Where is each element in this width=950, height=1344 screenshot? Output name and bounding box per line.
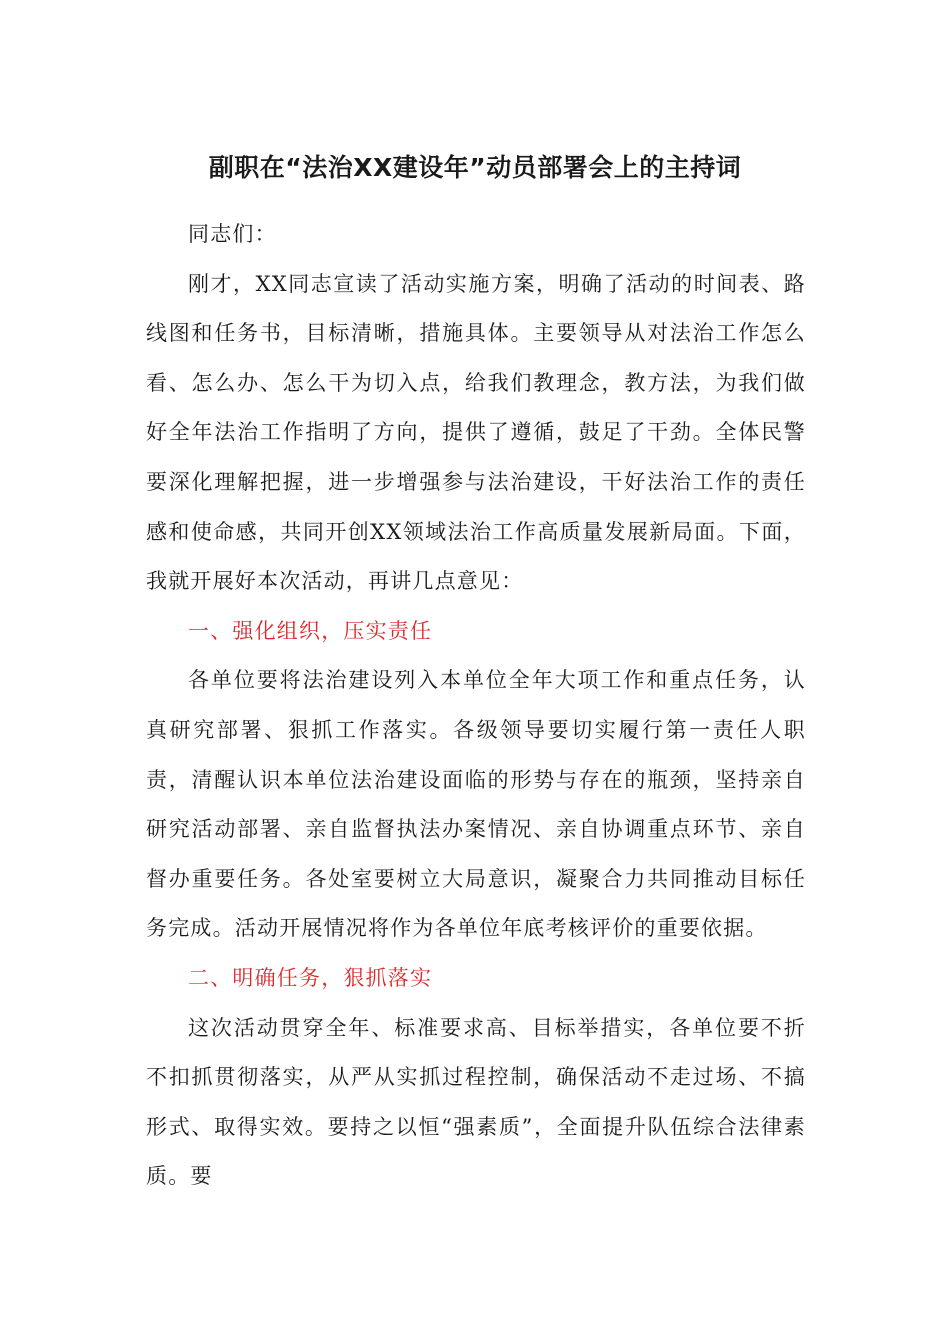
document-body [146, 210, 806, 1202]
section-heading-1: 一、强化组织，压实责任 [188, 618, 433, 643]
paragraph-section-1: 各单位要将法治建设列入本单位全年大项工作和重点任务，认真研究部署、狠抓工作落实。各级领导要切实履行第一责任人职责，清醒认识本单位法治建设面临的形势与存在的瓶颈，坚持亲自研究活动部署、亲自监督执法办案情况、亲自协调重点环节、亲自督办重要任务。各处室要树立大局意识，凝聚合力共同推动目标任务完成。活动开展情况将作为各单位年底考核评价的重要依据。 [146, 668, 806, 941]
section-heading-2: 二、明确任务，狠抓落实 [188, 965, 433, 990]
paragraph-section-2: 这次活动贯穿全年、标准要求高、目标举措实，各单位要不折不扣抓贯彻落实，从严从实抓过程控制，确保活动不走过场、不搞形式、取得实效。要持之以恒“强素质”，全面提升队伍综合法律素质。要 [146, 1015, 806, 1189]
salutation: 同志们： [188, 222, 277, 246]
paragraph-intro: 刚才，XX同志宣读了活动实施方案，明确了活动的时间表、路线图和任务书，目标清晰，措施具体。主要领导从对法治工作怎么看、怎么办、怎么干为切入点，给我们教理念，教方法，为我们做好全年法治工作指明了方向，提供了遵循，鼓足了干劲。全体民警要深化理解把握，进一步增强参与法治建设，干好法治工作的责任感和使命感，共同开创XX领域法治工作高质量发展新局面。下面，我就开展好本次活动，再讲几点意见： [146, 271, 806, 594]
document-title: 副职在“法治XX建设年”动员部署会上的主持词 [208, 153, 742, 182]
